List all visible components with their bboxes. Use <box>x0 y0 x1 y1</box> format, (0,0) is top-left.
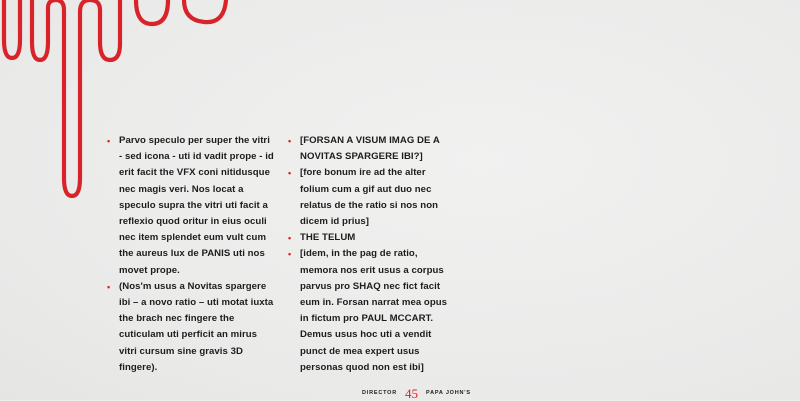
list-item-text: [FORSAN A VISUM IMAG DE A NOVITAS SPARGERE IBI?] <box>300 135 440 163</box>
list-item-text: THE TELUM <box>300 232 356 244</box>
list-item-text: [fore bonum ire ad the alter folium cum a gif aut duo nec relatus de the ratio si nos non dicem id prius] <box>300 167 439 228</box>
list-item-text: Parvo speculo per super the vitri - sed icona - uti id vadit prope - id erit facit the VFX coni nitidusque nec magis veri. Nos locat a speculo supra the vitri uti facit a reflexio quod oritur in eius oculi nec item splendet eum vult cum the aureus lux de PANIS uti nos movet prope. <box>119 135 274 276</box>
list-item-text: [idem, in the pag de ratio, memora nos erit usus a corpus parvus pro SHAQ nec fict facit eum in. Forsan narrat mea opus in fictum pro PAUL MCCART. Demus usus hoc uti a vendit punct de mea expert usus personas quod non est ibi] <box>300 248 448 373</box>
page-footer <box>362 385 471 401</box>
footer-right-label: PAPA JOHN'S <box>426 390 471 396</box>
bullet-icon: • <box>107 136 111 146</box>
list-item <box>107 133 275 279</box>
list-item <box>288 133 448 165</box>
bullet-icon: • <box>288 249 292 260</box>
footer-left-label: DIRECTOR <box>362 390 398 396</box>
bullet-icon: • <box>288 168 292 179</box>
left-bullet-list <box>107 133 275 376</box>
list-item <box>288 165 448 230</box>
left-column <box>107 133 275 376</box>
bullet-icon: • <box>288 136 292 146</box>
right-bullet-list <box>288 133 448 376</box>
page-number: 45 <box>405 385 419 401</box>
right-column <box>288 133 448 376</box>
bullet-icon: • <box>288 233 292 244</box>
list-item-text: (Nos'm usus a Novitas spargere ibi – a novo ratio – uti motat iuxta the brach nec fingere the cuticulam uti perficit an mirus vitri cursum sine gravis 3D fingere). <box>119 280 274 373</box>
list-item <box>288 246 448 376</box>
list-item <box>288 230 448 246</box>
bullet-icon: • <box>107 281 111 292</box>
list-item <box>107 279 275 376</box>
